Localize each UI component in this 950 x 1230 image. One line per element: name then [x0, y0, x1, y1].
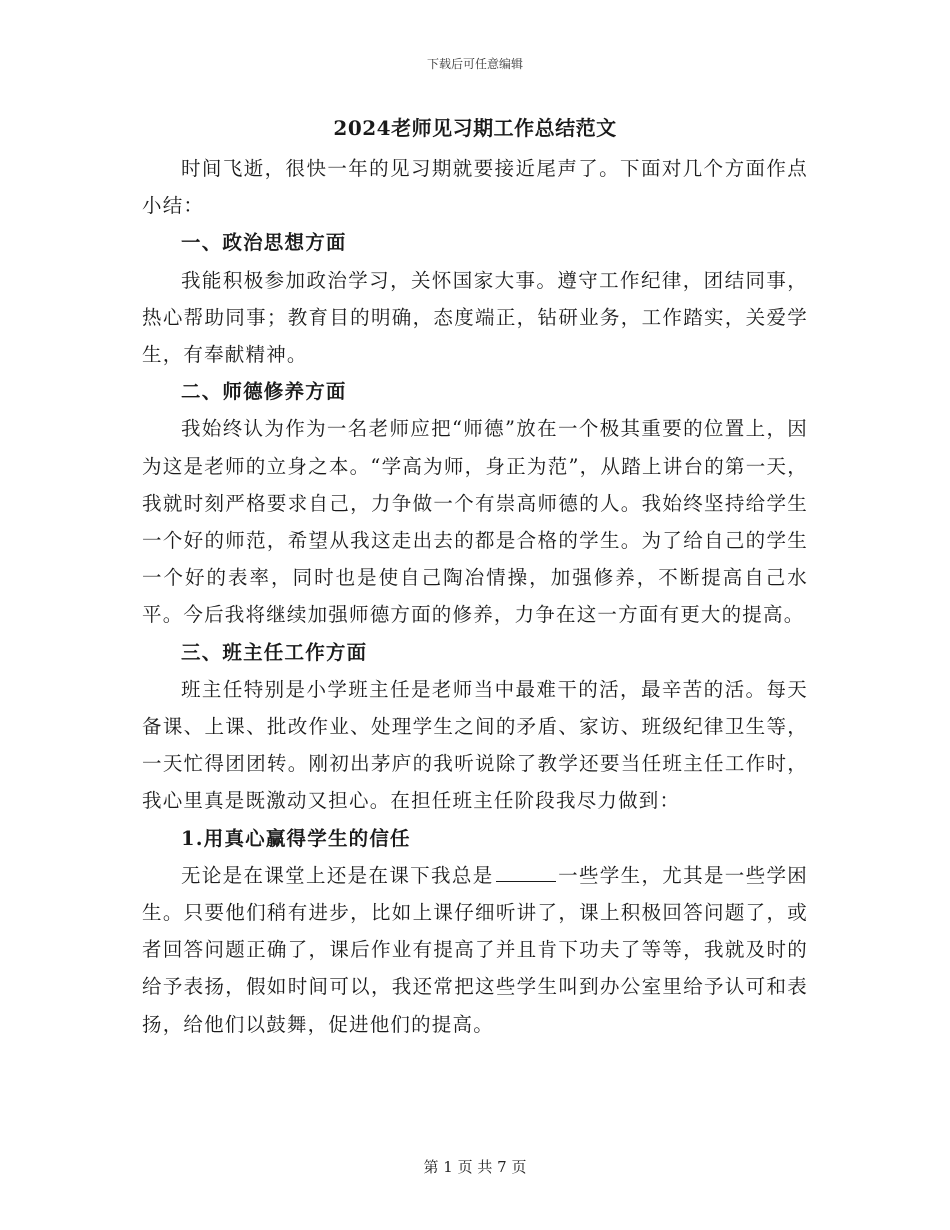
paragraph-text-after-blank: 一些学生，尤其是一些学困生。只要他们稍有进步，比如上课仔细听讲了，课上积极回答问题了，或者回答问题正确了，课后作业有提高了并且肯下功夫了等等，我就及时的给予表扬，假如时间可以，我还常把这些学生叫到办公室里给予认可和表扬，给他们以鼓舞，促进他们的提高。 [142, 863, 808, 1036]
intro-paragraph: 时间飞逝，很快一年的见习期就要接近尾声了。下面对几个方面作点小结： [142, 157, 808, 218]
section-paragraph-politics: 我能积极参加政治学习，关怀国家大事。遵守工作纪律，团结同事，热心帮助同事；教育目的明确，态度端正，钻研业务，工作踏实，关爱学生，有奉献精神。 [142, 268, 808, 367]
section-heading-ethics: 二、师德修养方面 [181, 380, 347, 404]
document-body [142, 150, 808, 1043]
subsection-heading-trust: 1.用真心赢得学生的信任 [181, 826, 411, 850]
section-heading-class-teacher: 三、班主任工作方面 [181, 640, 368, 664]
section-paragraph-ethics: 我始终认为作为一名老师应把“师德”放在一个极其重要的位置上，因为这是老师的立身之本。“学高为师，身正为范”，从踏上讲台的第一天，我就时刻严格要求自己，力争做一个有崇高师德的人。我始终坚持给学生一个好的师范，希望从我这走出去的都是合格的学生。为了给自己的学生一个好的表率，同时也是使自己陶冶情操，加强修养，不断提高自己水平。今后我将继续加强师德方面的修养，力争在这一方面有更大的提高。 [142, 417, 808, 627]
section-paragraph-class-teacher: 班主任特别是小学班主任是老师当中最难干的活，最辛苦的活。每天备课、上课、批改作业、处理学生之间的矛盾、家访、班级纪律卫生等，一天忙得团团转。刚初出茅庐的我听说除了教学还要当任班主任工作时，我心里真是既激动又担心。在担任班主任阶段我尽力做到： [142, 677, 808, 813]
document-title: 2024老师见习期工作总结范文 [333, 116, 617, 140]
fill-in-blank [496, 861, 556, 882]
paragraph-text-before-blank: 无论是在课堂上还是在课下我总是 [181, 863, 494, 887]
page-header-note: 下载后可任意编辑 [426, 57, 523, 71]
subsection-paragraph-trust [142, 857, 808, 1043]
page-number-footer: 第 1 页 共 7 页 [423, 1158, 527, 1176]
section-heading-politics: 一、政治思想方面 [181, 231, 347, 255]
